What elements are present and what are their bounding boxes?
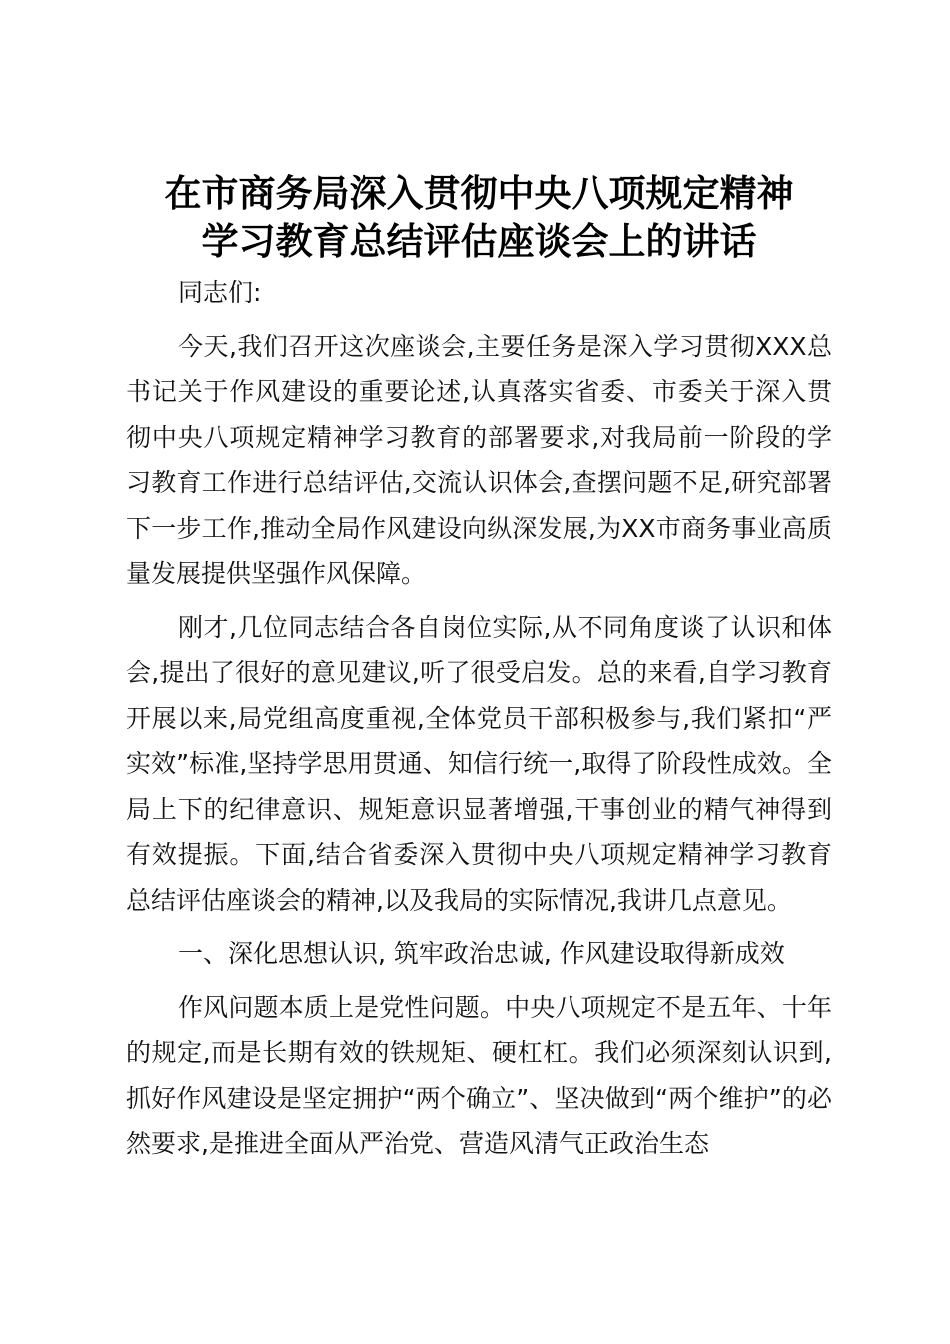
salutation: 同志们: [178,278,262,307]
section-1-paragraph: 作风问题本质上是党性问题。中央八项规定不是五年、十年的规定,而是长期有效的铁规矩、硬杠杠。我们必须深刻认识到,抓好作风建设是坚定拥护“两个确立”、坚决做到“两个维护”的必然要求,是推进全面从严治党、营造风清气正政治生态 [126,992,832,1158]
title-line-2: 学习教育总结评估座谈会上的讲话 [201,220,757,263]
paragraph-opening: 今天,我们召开这次座谈会,主要任务是深入学习贯彻XXX总书记关于作风建设的重要论述,认真落实省委、市委关于深入贯彻中央八项规定精神学习教育的部署要求,对我局前一阶段的学习教育工作进行总结评估,交流认识体会,查摆问题不足,研究部署下一步工作,推动全局作风建设向纵深发展,为XX市商务事业高质量发展提供坚强作风保障。 [126,331,832,588]
section-heading-1: 一、深化思想认识, 筑牢政治忠诚, 作风建设取得新成效 [178,939,785,968]
paragraph-summary: 刚才,几位同志结合各自岗位实际,从不同角度谈了认识和体会,提出了很好的意见建议,听了很受启发。总的来看,自学习教育开展以来,局党组高度重视,全体党员干部积极参与,我们紧扣“严实效”标准,坚持学思用贯通、知信行统一,取得了阶段性成效。全局上下的纪律意识、规矩意识显著增强,干事创业的精气神得到有效提振。下面,结合省委深入贯彻中央八项规定精神学习教育总结评估座谈会的精神,以及我局的实际情况,我讲几点意见。 [126,612,832,915]
title-line-1: 在市商务局深入贯彻中央八项规定精神 [164,172,794,215]
document-title [126,170,832,266]
document-body [126,270,832,1167]
document-page [126,170,832,1175]
